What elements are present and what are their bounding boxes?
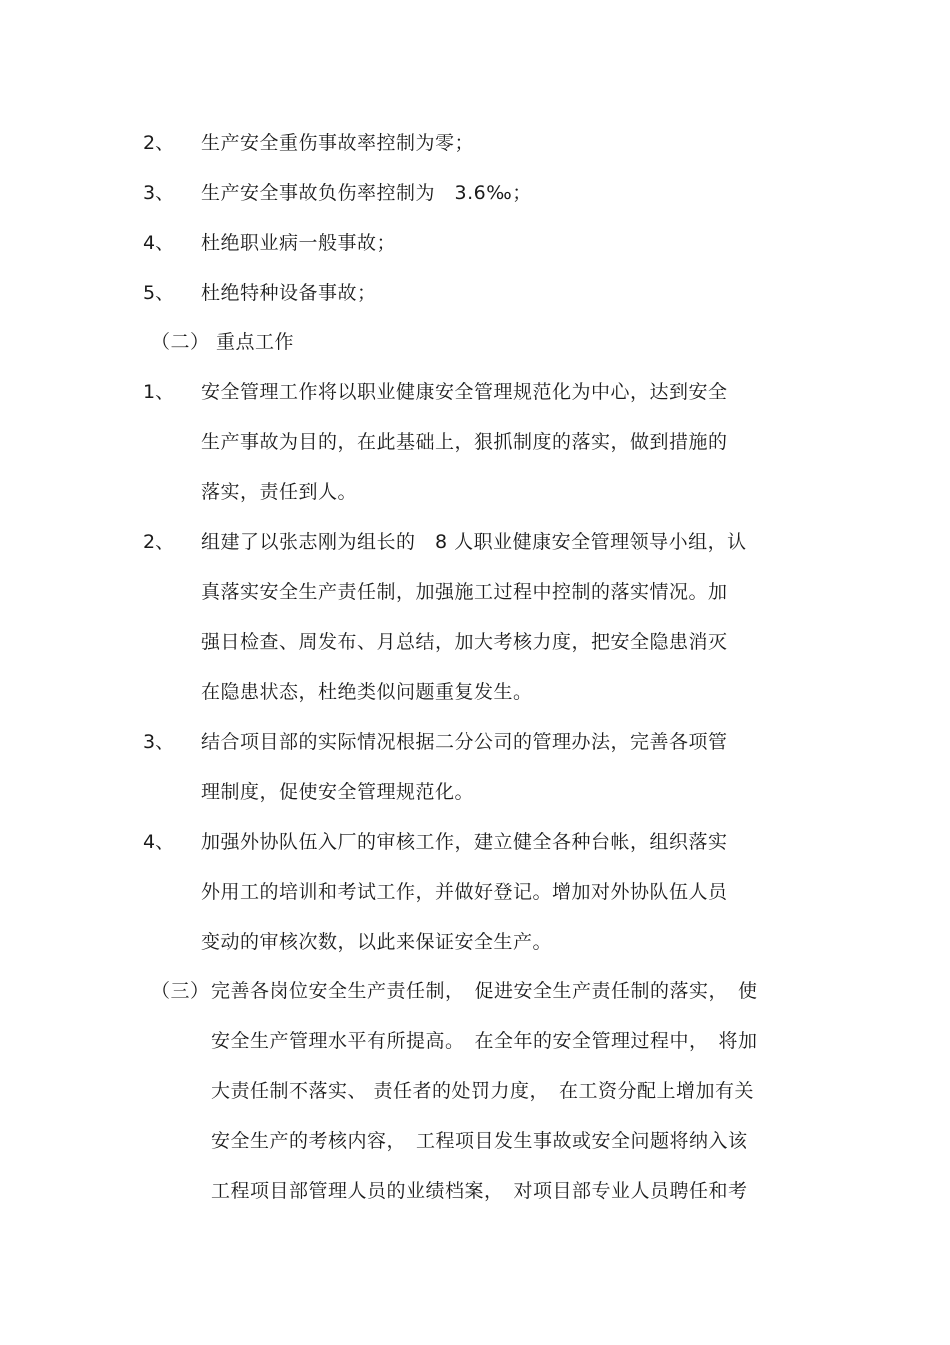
paragraph-line: 加强外协队伍入厂的审核工作，建立健全各种台帐，组织落实 <box>201 831 728 853</box>
item-number: 2、 <box>143 132 175 154</box>
paragraph-line: 工程项目部管理人员的业绩档案， 对项目部专业人员聘任和考 <box>211 1180 748 1202</box>
paragraph-line: 大责任制不落实、 责任者的处罚力度， 在工资分配上增加有关 <box>211 1080 755 1102</box>
item-number: 3、 <box>143 731 175 753</box>
paragraph-line: 安全管理工作将以职业健康安全管理规范化为中心，达到安全 <box>201 381 728 403</box>
paragraph-line: 变动的审核次数，以此来保证安全生产。 <box>201 931 553 953</box>
section-heading: （二） 重点工作 <box>151 331 295 353</box>
item-number: 1、 <box>143 381 175 403</box>
paragraph-line: 在隐患状态，杜绝类似问题重复发生。 <box>201 681 533 703</box>
paragraph-line: 结合项目部的实际情况根据二分公司的管理办法，完善各项管 <box>201 731 728 753</box>
item-number: 2、 <box>143 531 175 553</box>
paragraph-line: 落实，责任到人。 <box>201 481 358 503</box>
paragraph-line: 外用工的培训和考试工作，并做好登记。增加对外协队伍人员 <box>201 881 728 903</box>
section-label: （三） <box>151 980 210 1002</box>
paragraph-line: 强日检查、周发布、月总结，加大考核力度，把安全隐患消灭 <box>201 631 728 653</box>
paragraph-line: 安全生产管理水平有所提高。 在全年的安全管理过程中， 将加 <box>211 1030 758 1052</box>
paragraph-line: 真落实安全生产责任制，加强施工过程中控制的落实情况。加 <box>201 581 728 603</box>
paragraph-line: 安全生产的考核内容， 工程项目发生事故或安全问题将纳入该 <box>211 1130 748 1152</box>
item-number: 4、 <box>143 232 175 254</box>
item-text: 生产安全重伤事故率控制为零； <box>201 132 475 154</box>
item-text: 杜绝职业病一般事故； <box>201 232 397 254</box>
item-number: 4、 <box>143 831 175 853</box>
paragraph-line: 组建了以张志刚为组长的 8 人职业健康安全管理领导小组，认 <box>201 531 747 553</box>
paragraph-line: 生产事故为目的，在此基础上，狠抓制度的落实，做到措施的 <box>201 431 728 453</box>
item-number: 5、 <box>143 282 175 304</box>
item-text: 生产安全事故负伤率控制为 3.6‰； <box>201 182 532 204</box>
paragraph-line: 完善各岗位安全生产责任制， 促进安全生产责任制的落实， 使 <box>211 980 758 1002</box>
item-number: 3、 <box>143 182 175 204</box>
paragraph-line: 理制度，促使安全管理规范化。 <box>201 781 475 803</box>
item-text: 杜绝特种设备事故； <box>201 282 377 304</box>
